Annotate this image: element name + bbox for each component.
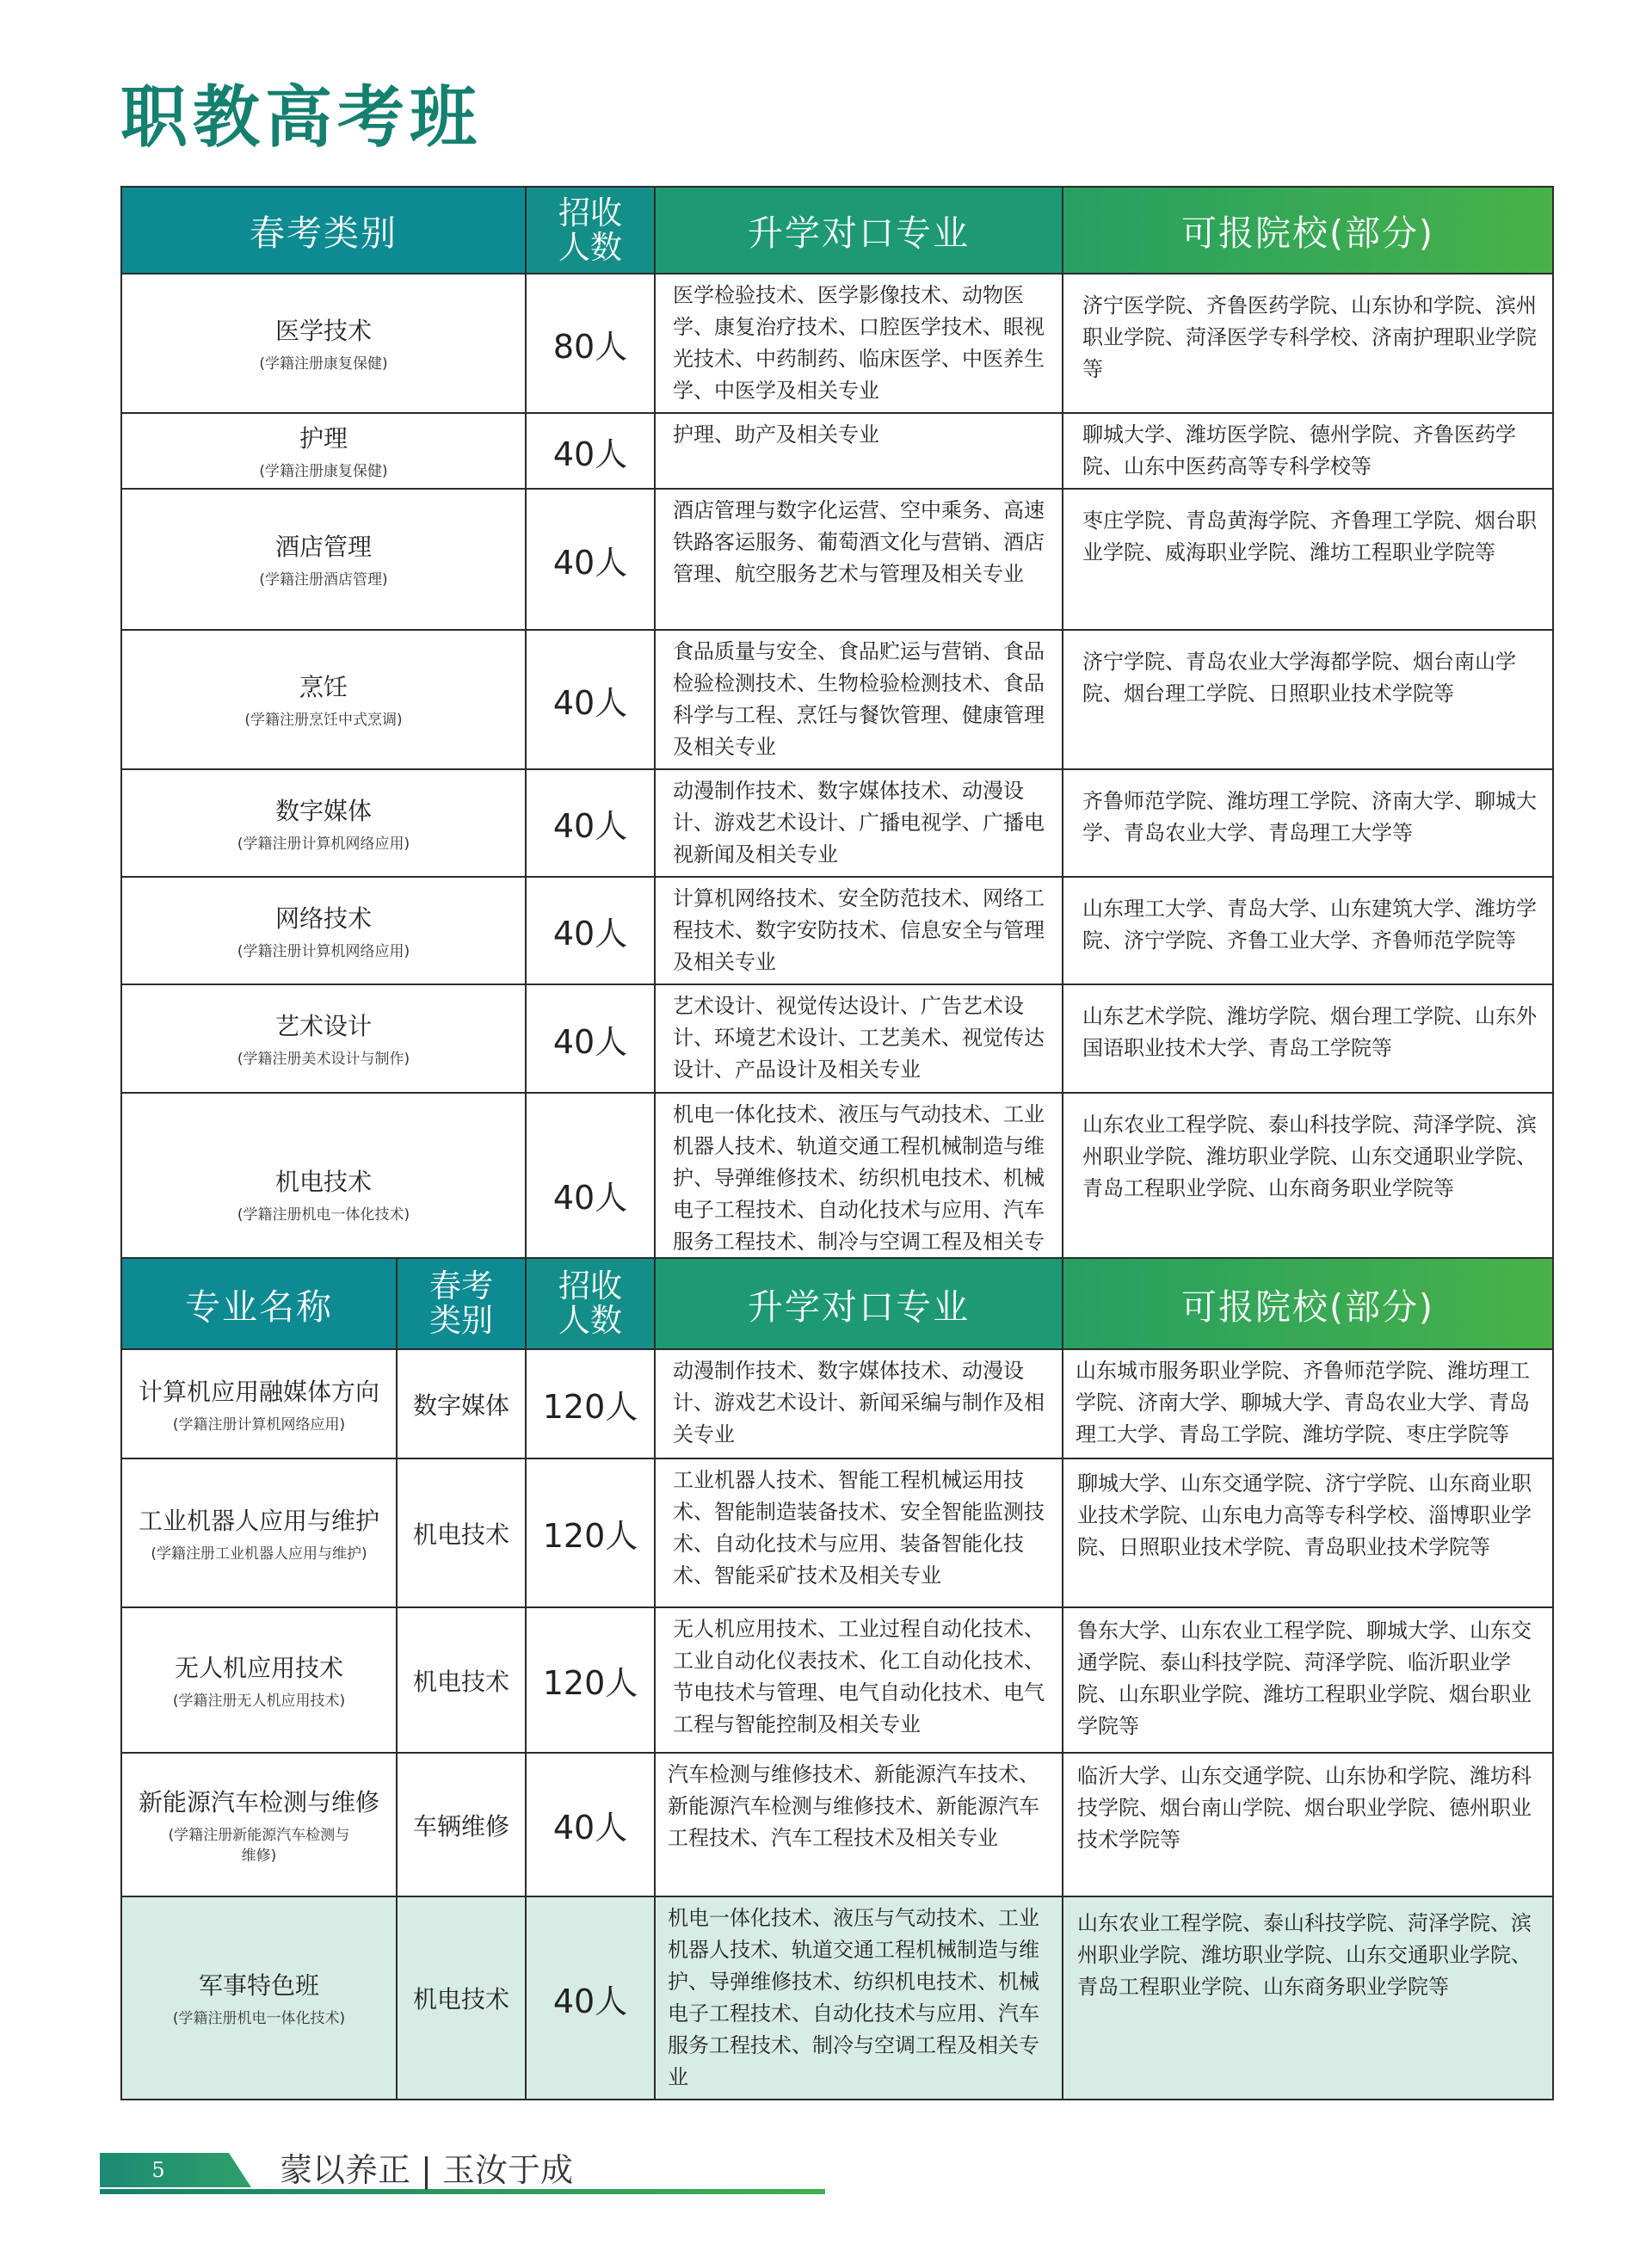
category-name: 酒店管理 bbox=[274, 533, 372, 561]
header-count-text: 招收人数 bbox=[558, 1267, 622, 1339]
header-count bbox=[526, 187, 655, 274]
category-name: 艺术设计 bbox=[274, 1012, 372, 1040]
category-name: 医学技术 bbox=[274, 317, 372, 345]
header-count bbox=[526, 1258, 655, 1349]
majors-cell: 机电一体化技术、液压与气动技术、工业机器人技术、轨道交通工程机械制造与维护、导弹维修技术、纺织机电技术、机械电子工程技术、自动化技术与应用、汽车服务工程技术、制冷与空调工程及相关专 bbox=[655, 1093, 1063, 1296]
schools-cell: 临沂大学、山东交通学院、山东协和学院、潍坊科技学院、烟台南山学院、烟台职业学院、德州职业技术学院等 bbox=[1063, 1753, 1553, 1896]
category-name: 机电技术 bbox=[274, 1168, 372, 1196]
major-note: (学籍注册工业机器人应用与维护) bbox=[151, 1545, 367, 1563]
table-row bbox=[121, 984, 1553, 1093]
header-count-text: 招收人数 bbox=[558, 194, 622, 266]
major-name-cell bbox=[121, 1607, 397, 1753]
header-majors: 升学对口专业 bbox=[655, 187, 1063, 274]
major-note: (学籍注册计算机网络应用) bbox=[172, 1415, 346, 1434]
header-category bbox=[397, 1258, 526, 1349]
spring-category: 数字媒体 bbox=[397, 1349, 526, 1458]
category-cell bbox=[121, 769, 526, 877]
table-row bbox=[121, 1349, 1553, 1458]
major-name: 新能源汽车检测与维修 bbox=[138, 1787, 379, 1816]
category-note: (学籍注册机电一体化技术) bbox=[237, 1206, 410, 1224]
spring-category: 机电技术 bbox=[397, 1458, 526, 1607]
major-note: (学籍注册无人机应用技术) bbox=[172, 1692, 346, 1710]
table-row bbox=[121, 1753, 1553, 1896]
spring-category: 机电技术 bbox=[397, 1896, 526, 2100]
category-cell bbox=[121, 274, 526, 413]
header-schools: 可报院校(部分) bbox=[1063, 187, 1553, 274]
category-name: 护理 bbox=[299, 424, 348, 453]
majors-cell: 汽车检测与维修技术、新能源汽车技术、新能源汽车检测与维修技术、新能源汽车工程技术、汽车工程技术及相关专业 bbox=[655, 1753, 1063, 1896]
majors-cell: 食品质量与安全、食品贮运与营销、食品检验检测技术、生物检验检测技术、食品科学与工程、烹饪与餐饮管理、健康管理及相关专业 bbox=[655, 630, 1063, 769]
major-table bbox=[120, 1257, 1554, 2100]
table-row bbox=[121, 769, 1553, 877]
header-major-name: 专业名称 bbox=[121, 1258, 397, 1349]
majors-cell: 酒店管理与数字化运营、空中乘务、高速铁路客运服务、葡萄酒文化与营销、酒店管理、航空服务艺术与管理及相关专业 bbox=[655, 489, 1063, 630]
enrollment-count: 40人 bbox=[526, 1896, 655, 2100]
category-name: 数字媒体 bbox=[274, 796, 372, 825]
schools-cell: 聊城大学、山东交通学院、济宁学院、山东商业职业技术学院、山东电力高等专科学校、淄博职业学院、日照职业技术学院、青岛职业技术学院等 bbox=[1063, 1458, 1553, 1607]
majors-cell: 护理、助产及相关专业 bbox=[655, 413, 1063, 489]
category-note: (学籍注册康复保健) bbox=[259, 355, 388, 373]
majors-cell: 动漫制作技术、数字媒体技术、动漫设计、游戏艺术设计、新闻采编与制作及相关专业 bbox=[655, 1349, 1063, 1458]
category-cell bbox=[121, 877, 526, 984]
footer-divider bbox=[100, 2189, 825, 2194]
major-name-cell bbox=[121, 1896, 397, 2100]
schools-cell: 山东城市服务职业学院、齐鲁师范学院、潍坊理工学院、济南大学、聊城大学、青岛农业大学、青岛理工大学、青岛工学院、潍坊学院、枣庄学院等 bbox=[1063, 1349, 1553, 1458]
schools-cell: 山东农业工程学院、泰山科技学院、菏泽学院、滨州职业学院、潍坊职业学院、山东交通职业学院、青岛工程职业学院、山东商务职业学院等 bbox=[1063, 1093, 1553, 1296]
table-header-row bbox=[121, 1258, 1553, 1349]
category-note: (学籍注册酒店管理) bbox=[259, 571, 388, 589]
major-name-cell bbox=[121, 1458, 397, 1607]
category-cell bbox=[121, 984, 526, 1093]
category-note: (学籍注册烹饪中式烹调) bbox=[244, 712, 403, 729]
page-title: 职教高考班 bbox=[120, 78, 483, 157]
enrollment-count: 40人 bbox=[526, 630, 655, 769]
table-row bbox=[121, 1458, 1553, 1607]
category-note: (学籍注册计算机网络应用) bbox=[237, 942, 410, 960]
schools-cell: 山东理工大学、青岛大学、山东建筑大学、潍坊学院、济宁学院、齐鲁工业大学、齐鲁师范学院等 bbox=[1063, 877, 1553, 984]
schools-cell: 济宁医学院、齐鲁医药学院、山东协和学院、滨州职业学院、菏泽医学专科学校、济南护理职业学院等 bbox=[1063, 274, 1553, 413]
schools-cell: 枣庄学院、青岛黄海学院、齐鲁理工学院、烟台职业学院、威海职业学院、潍坊工程职业学院等 bbox=[1063, 489, 1553, 630]
enrollment-count: 120人 bbox=[526, 1349, 655, 1458]
enrollment-count: 40人 bbox=[526, 877, 655, 984]
table-row bbox=[121, 877, 1553, 984]
schools-cell: 山东农业工程学院、泰山科技学院、菏泽学院、滨州职业学院、潍坊职业学院、山东交通职业学院、青岛工程职业学院、山东商务职业学院等 bbox=[1063, 1896, 1553, 2100]
major-name: 军事特色班 bbox=[198, 1971, 319, 2000]
category-note: (学籍注册美术设计与制作) bbox=[237, 1051, 410, 1068]
page-number: 5 bbox=[151, 2158, 165, 2182]
enrollment-count: 40人 bbox=[526, 984, 655, 1093]
table-row bbox=[121, 413, 1553, 489]
category-note: (学籍注册计算机网络应用) bbox=[237, 835, 410, 853]
schools-cell: 聊城大学、潍坊医学院、德州学院、齐鲁医药学院、山东中医药高等专科学校等 bbox=[1063, 413, 1553, 489]
table-header-row bbox=[121, 187, 1553, 274]
table-row bbox=[121, 489, 1553, 630]
table-row bbox=[121, 630, 1553, 769]
header-majors: 升学对口专业 bbox=[655, 1258, 1063, 1349]
enrollment-count: 40人 bbox=[526, 1093, 655, 1296]
major-note: (学籍注册机电一体化技术) bbox=[172, 2010, 346, 2027]
table-row bbox=[121, 1896, 1553, 2100]
major-name: 无人机应用技术 bbox=[174, 1653, 343, 1682]
majors-cell: 艺术设计、视觉传达设计、广告艺术设计、环境艺术设计、工艺美术、视觉传达设计、产品设计及相关专业 bbox=[655, 984, 1063, 1093]
category-cell bbox=[121, 413, 526, 489]
majors-cell: 无人机应用技术、工业过程自动化技术、工业自动化仪表技术、化工自动化技术、节电技术与管理、电气自动化技术、电气工程与智能控制及相关专业 bbox=[655, 1607, 1063, 1753]
category-name: 网络技术 bbox=[274, 903, 372, 933]
category-name: 烹饪 bbox=[299, 673, 348, 701]
header-category-text: 春考类别 bbox=[429, 1267, 493, 1339]
majors-cell: 工业机器人技术、智能工程机械运用技术、智能制造装备技术、安全智能监测技术、自动化技术与应用、装备智能化技术、智能采矿技术及相关专业 bbox=[655, 1458, 1063, 1607]
schools-cell: 山东艺术学院、潍坊学院、烟台理工学院、山东外国语职业技术大学、青岛工学院等 bbox=[1063, 984, 1553, 1093]
spring-category: 机电技术 bbox=[397, 1607, 526, 1753]
majors-cell: 医学检验技术、医学影像技术、动物医学、康复治疗技术、口腔医学技术、眼视光技术、中药制药、临床医学、中医养生学、中医学及相关专业 bbox=[655, 274, 1063, 413]
spring-exam-table bbox=[120, 186, 1554, 1297]
header-schools: 可报院校(部分) bbox=[1063, 1258, 1553, 1349]
schools-cell: 齐鲁师范学院、潍坊理工学院、济南大学、聊城大学、青岛农业大学、青岛理工大学等 bbox=[1063, 769, 1553, 877]
category-cell bbox=[121, 630, 526, 769]
major-name-cell bbox=[121, 1753, 397, 1896]
enrollment-count: 80人 bbox=[526, 274, 655, 413]
enrollment-count: 120人 bbox=[526, 1607, 655, 1753]
enrollment-count: 120人 bbox=[526, 1458, 655, 1607]
enrollment-count: 40人 bbox=[526, 1753, 655, 1896]
majors-cell: 机电一体化技术、液压与气动技术、工业机器人技术、轨道交通工程机械制造与维护、导弹维修技术、纺织机电技术、机械电子工程技术、自动化技术与应用、汽车服务工程技术、制冷与空调工程及相关专业 bbox=[655, 1896, 1063, 2100]
major-name: 工业机器人应用与维护 bbox=[138, 1506, 379, 1535]
schools-cell: 济宁学院、青岛农业大学海都学院、烟台南山学院、烟台理工学院、日照职业技术学院等 bbox=[1063, 630, 1553, 769]
enrollment-count: 40人 bbox=[526, 489, 655, 630]
footer-slogan: 蒙以养正 | 玉汝于成 bbox=[280, 2151, 573, 2189]
major-note: (学籍注册新能源汽车检测与维修) bbox=[168, 1826, 350, 1865]
spring-category: 车辆维修 bbox=[397, 1753, 526, 1896]
major-name: 计算机应用融媒体方向 bbox=[138, 1377, 379, 1406]
table-row bbox=[121, 1607, 1553, 1753]
enrollment-count: 40人 bbox=[526, 413, 655, 489]
table-row bbox=[121, 274, 1553, 413]
major-name-cell bbox=[121, 1349, 397, 1458]
header-category: 春考类别 bbox=[121, 187, 526, 274]
majors-cell: 动漫制作技术、数字媒体技术、动漫设计、游戏艺术设计、广播电视学、广播电视新闻及相关专业 bbox=[655, 769, 1063, 877]
category-cell bbox=[121, 489, 526, 630]
schools-cell: 鲁东大学、山东农业工程学院、聊城大学、山东交通学院、泰山科技学院、菏泽学院、临沂职业学院、山东职业学院、潍坊工程职业学院、烟台职业学院等 bbox=[1063, 1607, 1553, 1753]
majors-cell: 计算机网络技术、安全防范技术、网络工程技术、数字安防技术、信息安全与管理及相关专业 bbox=[655, 877, 1063, 984]
enrollment-count: 40人 bbox=[526, 769, 655, 877]
category-note: (学籍注册康复保健) bbox=[259, 463, 388, 480]
